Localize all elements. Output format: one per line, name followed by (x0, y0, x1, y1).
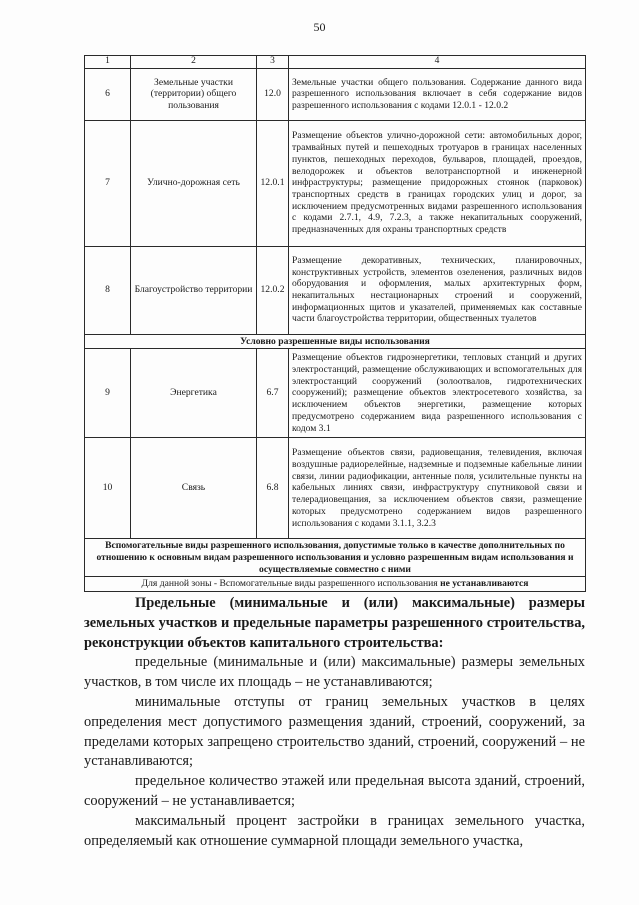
zone-note-row (85, 577, 586, 592)
use-type-code: 6.8 (257, 438, 289, 539)
header-cell: 3 (257, 56, 289, 69)
zone-note-emphasis: не устанавливаются (440, 578, 529, 590)
use-type-code: 12.0.2 (257, 246, 289, 334)
use-type-description: Размещение объектов гидроэнергетики, тепловых станций и других электростанций, размещение обслуживающих и вспомогательных для электростанций сооружений (золоотвалов, гидротехнических сооружений); размещение объектов электросетевого хозяйства, за исключением объектов энергетики, размещение которых предусмотрено содержанием вида разрешенного использования с кодом 3.1 (289, 349, 586, 438)
paragraph: максимальный процент застройки в границах земельного участка, определяемый как отношение суммарной площади земельного участка, (84, 812, 585, 849)
use-type-description: Земельные участки общего пользования. Содержание данного вида разрешенного использования включает в себя содержание видов разрешенного использования с кодами 12.0.1 - 12.0.2 (289, 68, 586, 120)
use-type-code: 6.7 (257, 349, 289, 438)
page-number: 50 (313, 20, 326, 34)
section-heading: Предельные (минимальные и (или) максимальные) размеры земельных участков и предельные параметры разрешенного строительства, реконструкции объектов капитального строительства: (84, 595, 585, 651)
use-type-name: Земельные участки (территории) общего пользования (131, 68, 257, 120)
table-header-row (85, 56, 586, 69)
header-cell: 1 (85, 56, 131, 69)
use-type-description: Размещение объектов улично-дорожной сети: автомобильных дорог, трамвайных путей и пешеходных тротуаров в границах населенных пунктов, пешеходных переходов, бульваров, площадей, проездов, велодорожек и объектов велотранспортной и инженерной инфраструктуры; размещение придорожных стоянок (парковок) транспортных средств в границах городских улиц и дорог, за исключением предусмотренных видами разрешенного использования с кодами 2.7.1, 4.9, 7.2.3, а также некапитальных сооружений, предназначенных для охраны транспортных средств (289, 120, 586, 246)
zone-note-text: Для данной зоны - Вспомогательные виды разрешенного использования (141, 578, 441, 590)
table-row (85, 246, 586, 334)
use-type-name: Энергетика (131, 349, 257, 438)
auxiliary-row (85, 539, 586, 577)
header-cell: 2 (131, 56, 257, 69)
use-type-name: Улично-дорожная сеть (131, 120, 257, 246)
paragraph: минимальные отступы от границ земельных участков в целях определения мест допустимого размещения зданий, строений, сооружений, за пределами которых запрещено строительство зданий, строений, сооружений – не устанавливаются; (84, 693, 585, 770)
table-row (85, 120, 586, 246)
zone-note (85, 577, 586, 592)
use-type-description: Размещение декоративных, технических, планировочных, конструктивных устройств, элементов озеленения, различных видов оборудования и оформления, малых архитектурных форм, некапитальных нестационарных строений и сооружений, информационных щитов и указателей, применяемых как составные части благоустройства территории, общественных туалетов (289, 246, 586, 334)
row-number: 9 (85, 349, 131, 438)
row-number: 6 (85, 68, 131, 120)
row-number: 8 (85, 246, 131, 334)
table-row (85, 68, 586, 120)
use-type-description: Размещение объектов связи, радиовещания, телевидения, включая воздушные радиорелейные, надземные и подземные кабельные линии связи, линии радиофикации, антенные поля, усилительные пункты на кабельных линиях связи, инфраструктуру спутниковой связи и телерадиовещания, за исключением объектов связи, размещение которых предусмотрено содержанием видов разрешенного использования с кодами 3.1.1, 3.2.3 (289, 438, 586, 539)
use-type-name: Связь (131, 438, 257, 539)
conditional-uses-title: Условно разрешенные виды использования (85, 334, 586, 349)
row-number: 10 (85, 438, 131, 539)
use-type-code: 12.0 (257, 68, 289, 120)
use-type-code: 12.0.1 (257, 120, 289, 246)
paragraph: предельное количество этажей или предельная высота зданий, строений, сооружений – не устанавливается; (84, 773, 585, 809)
row-number: 7 (85, 120, 131, 246)
auxiliary-uses-title: Вспомогательные виды разрешенного использования, допустимые только в качестве дополнительных по отношению к основным видам разрешенного использования и условно разрешенным видам использования и осуществляемые совместно с ними (85, 539, 586, 577)
use-type-name: Благоустройство территории (131, 246, 257, 334)
table-row (85, 438, 586, 539)
header-cell: 4 (289, 56, 586, 69)
land-parameters-section (84, 594, 585, 851)
section-title-row (85, 334, 586, 349)
table-row (85, 349, 586, 438)
land-use-table (84, 55, 586, 592)
paragraph: предельные (минимальные и (или) максимальные) размеры земельных участков, в том числе их площадь – не устанавливаются; (84, 654, 585, 691)
